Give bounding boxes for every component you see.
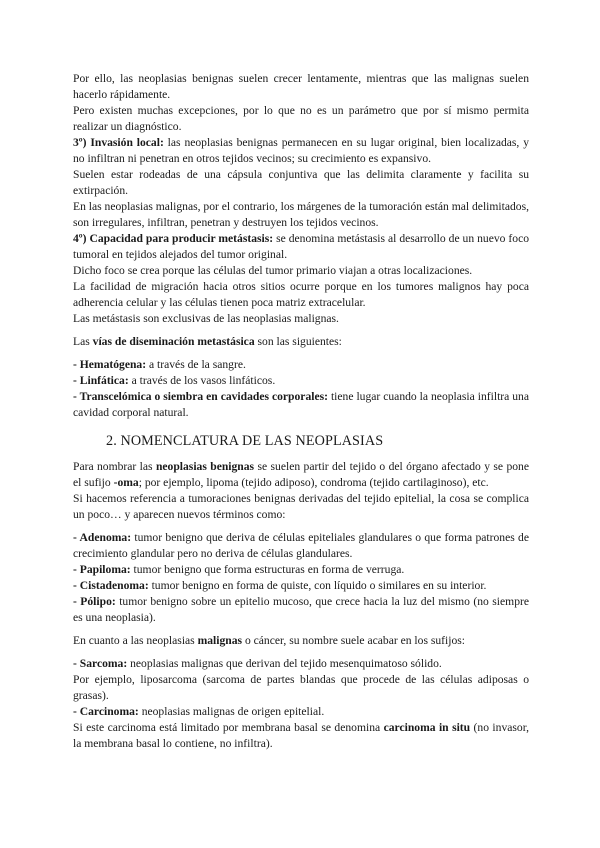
malignant-pre: En cuanto a las neoplasias: [73, 634, 198, 647]
list-item-cistadenoma: [73, 578, 529, 594]
paragraph-exclusive: Las metástasis son exclusivas de las neoplasias malignas.: [73, 312, 339, 325]
adenoma-title: - Adenoma:: [73, 531, 132, 544]
cistadenoma-text: tumor benigno en forma de quiste, con líquido o similares en su interior.: [148, 579, 487, 592]
spacer: [73, 523, 529, 530]
benign-post: ; por ejemplo, lipoma (tejido adiposo), condroma (tejido cartilaginoso), etc.: [138, 476, 489, 489]
benign-suffix: -oma: [113, 476, 139, 489]
linfatica-text: a través de los vasos linfáticos.: [128, 374, 276, 387]
linfatica-title: - Linfática:: [73, 374, 129, 387]
paragraph-focus: Dicho foco se crea porque las células del tumor primario viajan a otras localizaciones.: [73, 264, 473, 277]
local-invasion-title: 3º) Invasión local:: [73, 136, 164, 149]
insitu-post: (no invasor, la membrana basal lo contiene, no infiltra).: [73, 721, 529, 750]
polipo-text: tumor benigno sobre un epitelio mucoso, que crece hacia la luz del mismo (no siempre es una neoplasia).: [73, 595, 529, 624]
carcinoma-text: neoplasias malignas de origen epitelial.: [138, 705, 325, 718]
list-item-adenoma: [73, 530, 529, 562]
paragraph-malignant-naming: [73, 633, 529, 649]
paragraph-malignant-margins: En las neoplasias malignas, por el contrario, los márgenes de la tumoración están mal delimitados, son irregulares, infiltran, penetran y destruyen los tejidos vecinos.: [73, 200, 530, 229]
list-item-papiloma: [73, 562, 529, 578]
paragraph-epithelial: Si hacemos referencia a tumoraciones benignas derivadas del tejido epitelial, la cosa se complica un poco… y aparecen nuevos términos como:: [73, 492, 529, 521]
spacer: [73, 626, 529, 633]
page-content: [73, 71, 529, 752]
insitu-bold: carcinoma in situ: [383, 721, 471, 734]
list-item-linfatica: [73, 373, 529, 389]
transcelomica-text: tiene lugar cuando la neoplasia infiltra una cavidad corporal natural.: [73, 390, 529, 419]
list-item-sarcoma: [73, 656, 529, 672]
paragraph-benign-naming: [73, 459, 529, 491]
hematogena-text: a través de la sangre.: [146, 358, 246, 371]
paragraph-capsule: Suelen estar rodeadas de una cápsula conjuntiva que las delimita claramente y facilita su extirpación.: [73, 168, 529, 197]
sarcoma-text: neoplasias malignas que derivan del tejido mesenquimatoso sólido.: [127, 657, 442, 670]
benign-mid: se suelen partir del tejido o del órgano afectado y se pone el sufijo: [73, 460, 529, 489]
paragraph-in-situ: [73, 720, 529, 752]
carcinoma-title: - Carcinoma:: [73, 705, 139, 718]
paragraph-metastasis: [73, 231, 529, 263]
spacer: [73, 649, 529, 656]
malignant-bold: malignas: [197, 634, 243, 647]
hematogena-title: - Hematógena:: [73, 358, 147, 371]
routes-pre: Las: [73, 335, 93, 348]
papiloma-title: - Papiloma:: [73, 563, 131, 576]
list-item-hematogena: [73, 357, 529, 373]
list-item-transcelomica: [73, 389, 529, 421]
spacer: [73, 327, 529, 334]
list-item-carcinoma: [73, 704, 529, 720]
transcelomica-title: - Transcelómica o siembra en cavidades corporales:: [73, 390, 328, 403]
benign-bold: neoplasias benignas: [155, 460, 255, 473]
routes-post: son las siguientes:: [254, 335, 342, 348]
sarcoma-title: - Sarcoma:: [73, 657, 128, 670]
paragraph-local-invasion: [73, 135, 529, 167]
polipo-title: - Pólipo:: [73, 595, 116, 608]
paragraph-liposarcoma: Por ejemplo, liposarcoma (sarcoma de partes blandas que procede de las células adiposas o grasas).: [73, 673, 529, 702]
metastasis-text: se denomina metástasis al desarrollo de un nuevo foco tumoral en tejidos alejados del tumor original.: [73, 232, 530, 261]
paragraph-migration: La facilidad de migración hacia otros sitios ocurre porque en los tumores malignos hay poca adherencia celular y las células tienen poca matriz extracelular.: [73, 280, 529, 309]
benign-pre: Para nombrar las: [73, 460, 156, 473]
list-item-polipo: [73, 594, 529, 626]
insitu-pre: Si este carcinoma está limitado por membrana basal se denomina: [73, 721, 384, 734]
paragraph-routes: [73, 334, 529, 350]
spacer: [73, 350, 529, 357]
adenoma-text: tumor benigno que deriva de células epiteliales glandulares o que forma patrones de crecimiento glandular pero no deriva de células glandulares.: [73, 531, 529, 560]
routes-bold: vías de diseminación metastásica: [92, 335, 255, 348]
metastasis-title: 4º) Capacidad para producir metástasis:: [73, 232, 274, 245]
papiloma-text: tumor benigno que forma estructuras en forma de verruga.: [130, 563, 405, 576]
paragraph-exceptions: Pero existen muchas excepciones, por lo que no es un parámetro que por sí mismo permita realizar un diagnóstico.: [73, 104, 529, 133]
paragraph-growth-speed: Por ello, las neoplasias benignas suelen crecer lentamente, mientras que las malignas suelen hacerlo rápidamente.: [73, 72, 529, 101]
malignant-post: o cáncer, su nombre suele acabar en los sufijos:: [242, 634, 466, 647]
local-invasion-text: las neoplasias benignas permanecen en su lugar original, bien localizadas, y no infiltran ni penetran en otros tejidos vecinos; su crecimiento es expansivo.: [73, 136, 530, 165]
section-heading: 2. NOMENCLATURA DE LAS NEOPLASIAS: [106, 433, 384, 449]
cistadenoma-title: - Cistadenoma:: [73, 579, 149, 592]
